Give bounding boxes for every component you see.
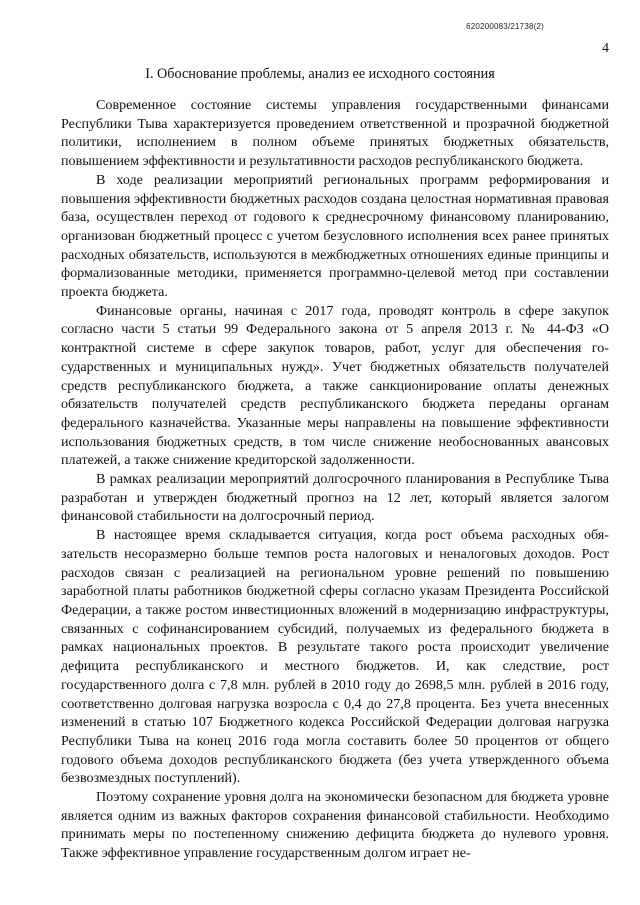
page-number: 4 bbox=[602, 41, 609, 56]
document-body bbox=[61, 96, 609, 863]
section-title: I. Обоснование проблемы, анализ ее исходного состояния bbox=[145, 66, 495, 82]
paragraph-3: Финансовые органы, начиная с 2017 года, проводят контроль в сфере закупок согласно части 5 статьи 99 Федерального закона от 5 апреля 2013 г. № 44-ФЗ «О контрактной системе в сфере закупок товаров, работ, услуг для обеспечения государственных и муниципальных нужд». Учет бюджетных обязательств получателей средств республиканского бюджета, а также санкционирование оплаты денежных обязательств получателей средств республиканского бюджета переданы органам федерального казначейства. Указанные меры направлены на повышение эффективности использования бюджетных средств, в том числе снижение необоснованных авансовых платежей, а также снижение кредиторской задолженности. bbox=[61, 302, 609, 469]
paragraph-4: В рамках реализации мероприятий долгосрочного планирования в Республике Тыва разработан и утвержден бюджетный прогноз на 12 лет, который является залогом финансовой стабильности на долгосрочный период. bbox=[61, 471, 609, 525]
paragraph-1: Современное состояние системы управления государственными финансами Республики Тыва характеризуется проведением ответственной и прозрачной бюджетной политики, исполнением в полном объеме принятых бюджетных обязательств, повышением эффективности и результативности расходов республиканского бюджета. bbox=[61, 97, 609, 170]
paragraph-6: Поэтому сохранение уровня долга на экономически безопасном для бюджета уровне является одним из важных факторов сохранения финансовой стабильности. Необходимо принимать меры по постепенному снижению дефицита бюджета до нулевого уровня. Также эффективное управление государственным долгом играет не- bbox=[61, 789, 609, 862]
paragraph-5: В настоящее время складывается ситуация, когда рост объема расходных обязательств несоразмерно больше темпов роста налоговых и неналоговых доходов. Рост расходов связан с реализацией на региональном уровне решений по повышению заработной платы работников бюджетной сферы согласно указам Президента Российской Федерации, а также ростом инвестиционных вложений в модернизацию инфраструктуры, связанных с софинансированием субсидий, получаемых из федерального бюджета в рамках национальных проектов. В результате такого роста происходит увеличение дефицита республиканского и местного бюджетов. И, как следствие, рост государственного долга с 7,8 млн. рублей в 2010 году до 2698,5 млн. рублей в 2016 году, соответственно долговая нагрузка возросла с 0,4 до 27,8 процента. Без учета внесенных изменений в статью 107 Бюджетного кодекса Российской Федерации долговая нагрузка Республики Тыва на конец 2016 года могла составить более 50 процентов от общего годового объема доходов республиканского бюджета (без учета утвержденного объема безвозмездных поступлений). bbox=[61, 527, 609, 787]
document-stamp: 620200083/21738(2) bbox=[466, 22, 544, 31]
paragraph-2: В ходе реализации мероприятий региональных программ реформирования и повышения эффективности бюджетных расходов создана целостная нормативная правовая база, осуществлен переход от годового к среднесрочному финансовому планированию, организован бюджетный процесс с учетом безусловного исполнения всех ранее принятых расходных обязательств, используются в межбюджетных отношениях единые принципы и формализованные методики, применяется программно-целевой метод при составлении проекта бюджета. bbox=[61, 171, 609, 301]
